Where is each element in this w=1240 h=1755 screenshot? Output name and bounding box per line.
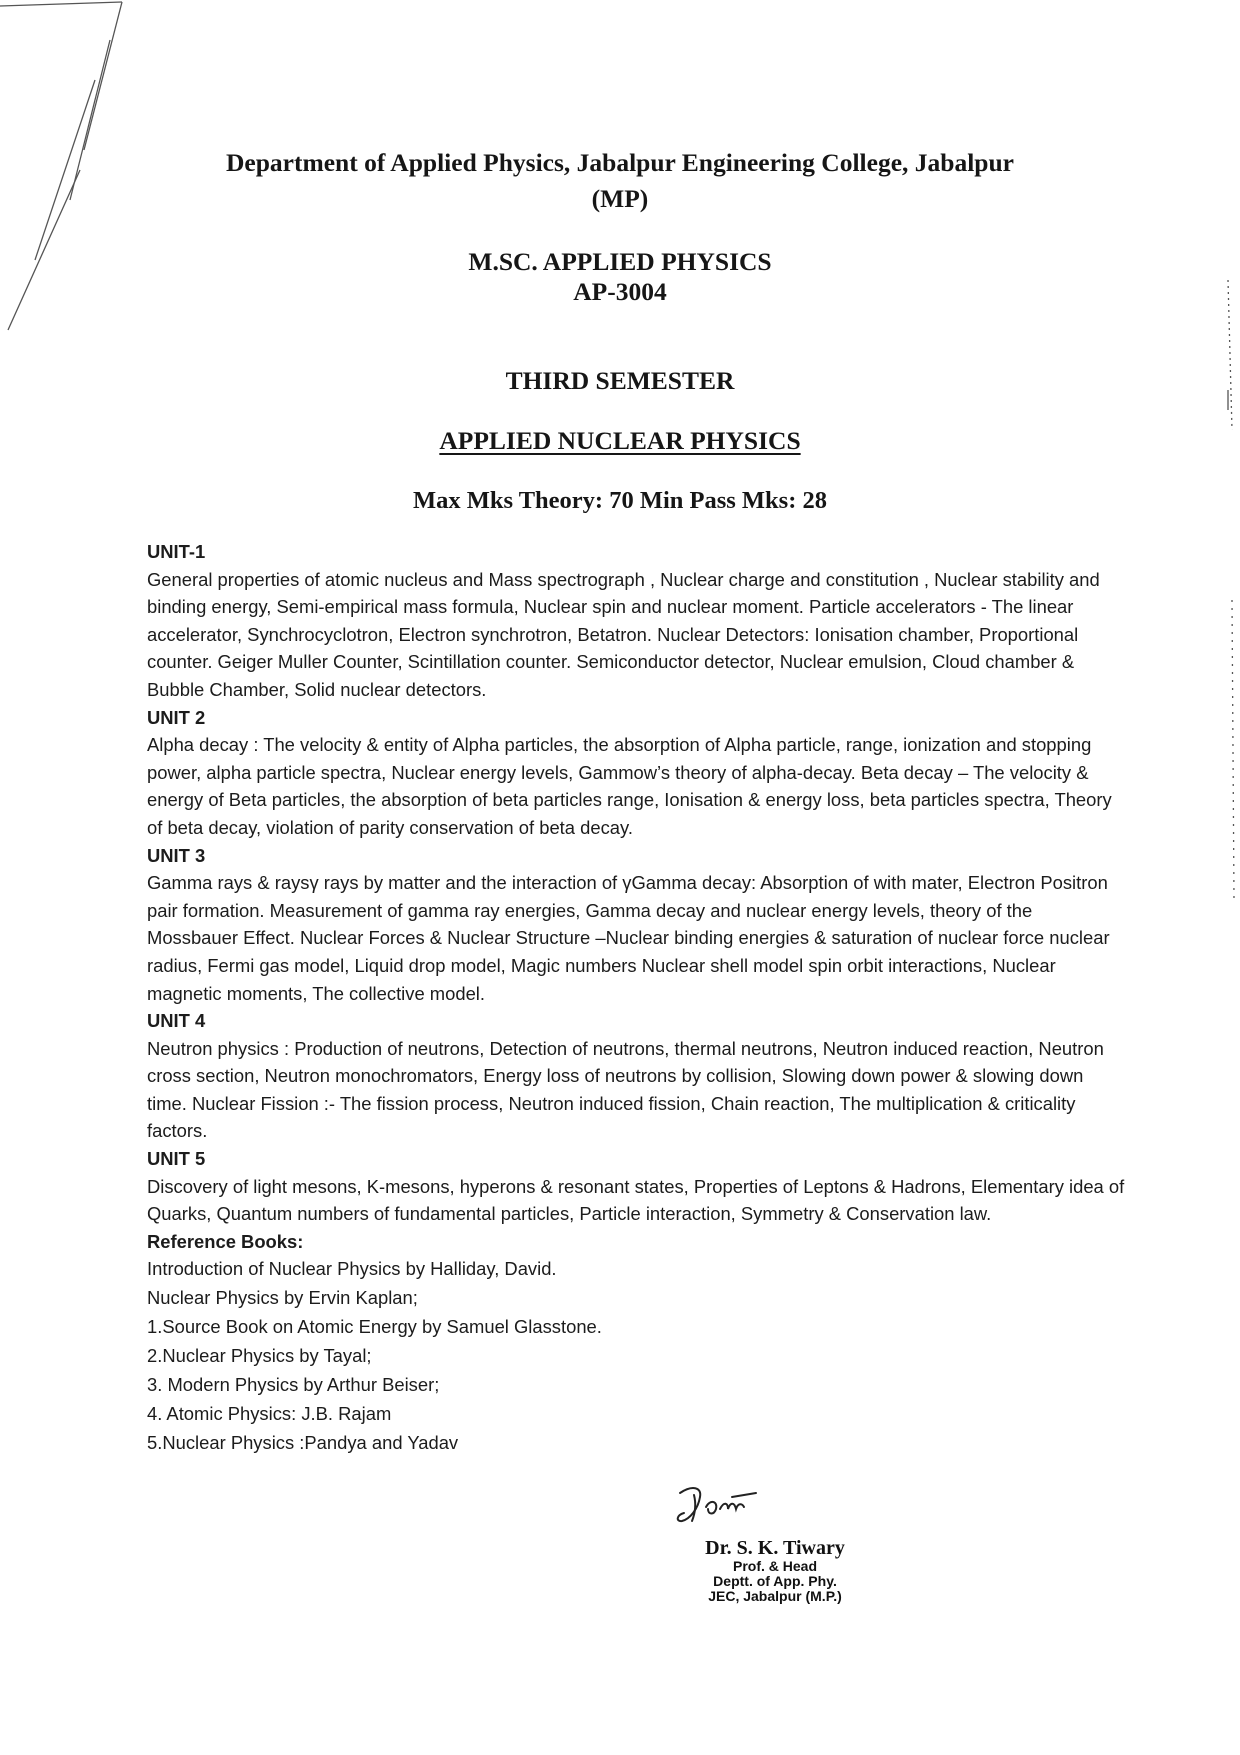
subject-title: APPLIED NUCLEAR PHYSICS <box>439 426 801 455</box>
course-code: AP-3004 <box>573 277 667 306</box>
reference-item: 4. Atomic Physics: J.B. Rajam <box>147 1403 392 1425</box>
reference-item: Introduction of Nuclear Physics by Halliday, David. <box>147 1258 557 1280</box>
reference-item: 3. Modern Physics by Arthur Beiser; <box>147 1374 440 1396</box>
department-line-1: Department of Applied Physics, Jabalpur Engineering College, Jabalpur <box>226 148 1014 177</box>
reference-item: 1.Source Book on Atomic Energy by Samuel Glasstone. <box>147 1316 602 1338</box>
unit-5-text: Discovery of light mesons, K-mesons, hyperons & resonant states, Properties of Leptons & Hadrons, Elementary idea of Quarks, Quantum numbers of fundamental particles, Particle interaction, Symmetry & Conservation law. <box>147 1175 1125 1225</box>
unit-3-text: Gamma rays & raysγ rays by matter and the interaction of γGamma decay: Absorption of with mater, Electron Positron pair formation. Measurement of gamma ray energies, Gamma decay and nuclear energy levels, theory of the Mossbauer Effect. Nuclear Forces & Nuclear Structure –Nuclear binding energies & saturation of nuclear force nuclear radius, Fermi gas model, Liquid drop model, Magic numbers Nuclear shell model spin orbit interactions, Nuclear magnetic moments, The collective model. <box>147 872 1110 1004</box>
unit-3-title: UNIT 3 <box>147 844 206 866</box>
unit-4-title: UNIT 4 <box>147 1010 206 1032</box>
syllabus-body <box>147 538 1127 1457</box>
unit-4-text: Neutron physics : Production of neutrons, Detection of neutrons, thermal neutrons, Neutron induced reaction, Neutron cross section, Neutron monochromators, Energy loss of neutrons by collision, Slowing down power & slowing down time. Nuclear Fission :- The fission process, Neutron induced fission, Chain reaction, The multiplication & criticality factors. <box>147 1037 1104 1142</box>
handwritten-signature <box>672 1475 852 1535</box>
reference-item: 5.Nuclear Physics :Pandya and Yadav <box>147 1432 459 1454</box>
marks-line: Max Mks Theory: 70 Min Pass Mks: 28 <box>413 487 827 514</box>
department-line-2: (MP) <box>591 184 649 213</box>
reference-item: Nuclear Physics by Ervin Kaplan; <box>147 1287 418 1309</box>
unit-2-text: Alpha decay : The velocity & entity of Alpha particles, the absorption of Alpha particle, range, ionization and stopping power, alpha particle spectra, Nuclear energy levels, Gammow’s theory of alpha-decay. Beta decay – The velocity & energy of Beta particles, the absorption of beta particles range, Ionisation & energy loss, beta particles spectra, Theory of beta decay, violation of parity conservation of beta decay. <box>147 734 1112 838</box>
signatory-place: JEC, Jabalpur (M.P.) <box>708 1588 842 1604</box>
semester-title: THIRD SEMESTER <box>505 366 735 395</box>
unit-2-title: UNIT 2 <box>147 706 206 728</box>
scan-diagonal-line <box>84 2 122 150</box>
reference-books <box>147 1228 1127 1457</box>
unit-5-title: UNIT 5 <box>147 1148 206 1170</box>
signatory-name: Dr. S. K. Tiwary <box>705 1537 845 1559</box>
reference-books-title: Reference Books: <box>147 1230 304 1252</box>
reference-item: 2.Nuclear Physics by Tayal; <box>147 1345 372 1367</box>
signatory-block <box>660 1537 890 1604</box>
unit-1-title: UNIT-1 <box>147 541 206 562</box>
scan-edge-dash <box>1232 600 1234 900</box>
course-title: M.SC. APPLIED PHYSICS <box>468 247 772 276</box>
signatory-title: Prof. & Head <box>732 1558 817 1574</box>
unit-1-text: General properties of atomic nucleus and Mass spectrograph , Nuclear charge and constitution , Nuclear stability and binding energy, Semi-empirical mass formula, Nuclear spin and nuclear moment. Particle accelerators - The linear accelerator, Synchrocyclotron, Electron synchrotron, Betatron. Nuclear Detectors: Ionisation chamber, Proportional counter. Geiger Muller Counter, Scintillation counter. Semiconductor detector, Nuclear emulsion, Cloud chamber & Bubble Chamber, Solid nuclear detectors. <box>147 568 1100 700</box>
department-heading <box>0 145 1240 217</box>
signatory-dept: Deptt. of App. Phy. <box>713 1573 837 1589</box>
scan-edge-line <box>0 2 122 6</box>
